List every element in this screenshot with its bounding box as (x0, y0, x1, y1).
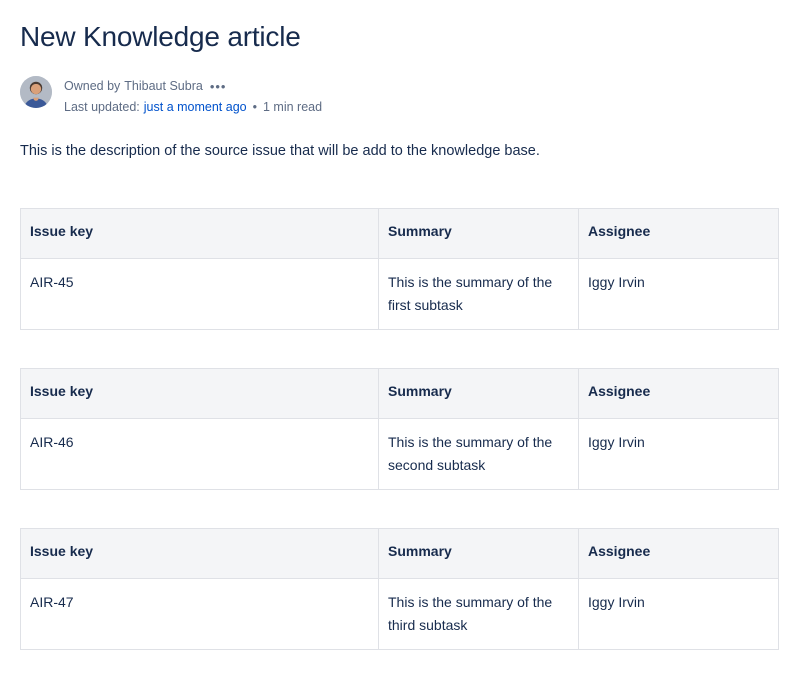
byline (20, 76, 777, 117)
cell-summary: This is the summary of the second subtask (379, 419, 579, 490)
more-options-icon[interactable]: ••• (209, 78, 227, 94)
table-row (21, 579, 779, 650)
column-header-summary: Summary (379, 369, 579, 419)
page-title: New Knowledge article (20, 21, 301, 52)
table-header-row (21, 529, 779, 579)
column-header-issue-key: Issue key (21, 369, 379, 419)
column-header-assignee: Assignee (579, 529, 779, 579)
read-time: 1 min read (263, 100, 323, 114)
table-row (21, 259, 779, 330)
cell-issue-key: AIR-45 (21, 259, 379, 330)
column-header-assignee: Assignee (579, 209, 779, 259)
table-row (21, 419, 779, 490)
cell-summary: This is the summary of the third subtask (379, 579, 579, 650)
table-header-row (21, 369, 779, 419)
owner-name[interactable]: Thibaut Subra (124, 79, 203, 93)
byline-updated-row (64, 98, 322, 117)
column-header-summary: Summary (379, 209, 579, 259)
cell-assignee: Iggy Irvin (579, 259, 779, 330)
column-header-summary: Summary (379, 529, 579, 579)
avatar (20, 76, 52, 108)
owned-by-label: Owned by (64, 79, 121, 93)
column-header-assignee: Assignee (579, 369, 779, 419)
cell-assignee: Iggy Irvin (579, 419, 779, 490)
cell-issue-key: AIR-46 (21, 419, 379, 490)
last-updated-value[interactable]: just a moment ago (143, 100, 247, 114)
issue-table (20, 208, 779, 330)
table-header-row (21, 209, 779, 259)
issue-table (20, 528, 779, 650)
cell-issue-key: AIR-47 (21, 579, 379, 650)
last-updated-label: Last updated: (64, 100, 140, 114)
cell-assignee: Iggy Irvin (579, 579, 779, 650)
byline-text (64, 76, 322, 117)
byline-owner-row (64, 77, 322, 96)
cell-summary: This is the summary of the first subtask (379, 259, 579, 330)
issue-tables (20, 208, 777, 650)
column-header-issue-key: Issue key (21, 529, 379, 579)
article-description: This is the description of the source issue that will be add to the knowledge base. (20, 143, 540, 159)
issue-table (20, 368, 779, 490)
column-header-issue-key: Issue key (21, 209, 379, 259)
byline-separator: • (252, 100, 257, 114)
